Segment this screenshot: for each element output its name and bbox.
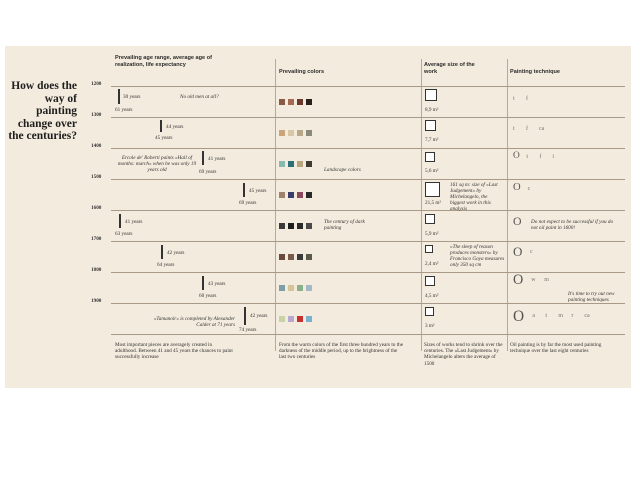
color-swatch — [297, 161, 303, 167]
color-swatch — [288, 130, 294, 136]
color-swatch — [288, 285, 294, 291]
infographic-sheet — [5, 46, 631, 388]
size-square — [425, 307, 434, 316]
divider-2 — [421, 59, 422, 351]
color-swatch — [279, 130, 285, 136]
technique-glyph: O — [513, 182, 521, 194]
color-swatch — [279, 161, 285, 167]
size-square — [425, 182, 440, 197]
color-swatch — [288, 223, 294, 229]
size-value: 4,5 m² — [425, 293, 439, 299]
year-label: 1700 — [91, 236, 102, 242]
divider-1 — [275, 59, 276, 351]
note-new-techniques: It's time to try out new painting techniques — [568, 291, 615, 303]
row-separator — [111, 117, 625, 118]
life-expectancy: 63 years — [115, 231, 133, 237]
year-label: 1800 — [91, 267, 102, 273]
technique-glyph: ca — [539, 126, 545, 132]
color-swatch — [279, 254, 285, 260]
size-value: 5,6 m² — [425, 168, 439, 174]
color-swatch — [306, 130, 312, 136]
color-swatch — [279, 285, 285, 291]
technique-glyph: t — [526, 154, 529, 160]
size-square — [425, 120, 436, 131]
row-separator — [111, 272, 625, 273]
life-expectancy: 69 years — [199, 169, 217, 175]
technique-glyph: c — [527, 186, 531, 192]
color-swatch — [288, 161, 294, 167]
technique-glyph: O — [513, 244, 523, 260]
technique-glyph: f — [539, 154, 542, 160]
color-swatch — [297, 223, 303, 229]
divider-3 — [507, 59, 508, 351]
note-landscape: Landscape colors — [324, 167, 361, 173]
color-swatch — [306, 285, 312, 291]
header-colors: Prevailing colors — [279, 69, 325, 75]
color-swatch — [288, 192, 294, 198]
color-swatch — [297, 316, 303, 322]
age-average: 42 years — [250, 313, 268, 319]
age-range-bar — [161, 245, 163, 259]
age-average: 30 years — [123, 94, 141, 100]
life-expectancy: 60 years — [199, 293, 217, 299]
year-label: 1400 — [91, 143, 102, 149]
size-square — [425, 214, 435, 224]
header-technique: Painting technique — [510, 69, 561, 75]
color-swatch — [297, 192, 303, 198]
color-swatch — [288, 316, 294, 322]
year-label: 1900 — [91, 298, 102, 304]
footer-size: Sizes of works tend to shrink over the centuries. The «Last Judgement» by Michelangelo alters the average of 1500 — [424, 342, 503, 367]
size-value: 8,9 m² — [425, 107, 439, 113]
technique-glyph: m — [544, 277, 549, 283]
technique-glyph: i — [552, 154, 555, 160]
technique-glyph: t — [513, 96, 515, 102]
life-expectancy: 45 years — [155, 135, 173, 141]
color-swatch — [288, 254, 294, 260]
age-range-bar — [160, 120, 162, 132]
color-swatch — [279, 316, 285, 322]
color-swatch — [306, 254, 312, 260]
size-value: 5,9 m² — [425, 231, 439, 237]
age-range-bar — [244, 307, 246, 325]
color-swatch — [297, 285, 303, 291]
color-swatch — [306, 161, 312, 167]
color-swatch — [297, 99, 303, 105]
size-square — [425, 89, 437, 101]
age-average: 41 years — [125, 219, 143, 225]
technique-glyph: O — [513, 213, 522, 228]
life-expectancy: 74 years — [239, 327, 257, 333]
age-average: 44 years — [166, 124, 184, 130]
note-calder: «Tamanoir» is completed by Alexander Calder at 71 years — [153, 316, 235, 328]
row-separator — [111, 334, 625, 335]
technique-glyph: w — [531, 277, 536, 283]
note-roberti: Ercole de' Roberti paints «Hall of months: march» when he was only 19 years old — [117, 155, 197, 173]
technique-glyph: O — [513, 272, 524, 289]
size-square — [425, 276, 435, 286]
color-swatch — [279, 192, 285, 198]
age-average: 42 years — [167, 250, 185, 256]
year-label: 1300 — [91, 112, 102, 118]
age-average: 43 years — [208, 281, 226, 287]
note-goya: «The sleep of reason produces monsters» by Francisco Goya measures only 350 sq cm — [450, 244, 505, 268]
row-separator — [111, 303, 625, 304]
year-label: 1500 — [91, 174, 102, 180]
age-range-bar — [119, 214, 121, 228]
technique-glyph: f — [526, 126, 528, 132]
technique-glyph: a — [532, 313, 536, 319]
color-swatch — [306, 99, 312, 105]
color-swatch — [297, 130, 303, 136]
technique-glyph: c — [530, 249, 533, 255]
row-separator — [111, 148, 625, 149]
note-dark: The century of dark painting — [324, 219, 365, 231]
life-expectancy: 61 years — [115, 107, 133, 113]
footer-colors: From the warm colors of the first three hundred years to the darkness of the middle period, up to the brightness of the last two centuries — [279, 342, 404, 361]
color-swatch — [306, 223, 312, 229]
age-range-bar — [202, 151, 204, 165]
color-swatch — [288, 99, 294, 105]
technique-glyph: t — [513, 126, 515, 132]
note-no-old-men: No old men at all? — [180, 94, 219, 100]
note-last-judgement: 161 sq m: size of «Last Judgement» by Michelangelo, the biggest work in this analysis — [450, 182, 498, 212]
technique-glyph: O — [513, 307, 525, 325]
technique-glyph: r — [571, 313, 574, 319]
age-range-bar — [243, 183, 245, 197]
year-label: 1600 — [91, 205, 102, 211]
row-separator — [111, 241, 625, 242]
color-swatch — [297, 254, 303, 260]
row-separator — [111, 210, 625, 211]
footer-age: Most important pieces are averagely created in adulthood. Between 41 and 45 years the chances to paint successfully increase — [115, 342, 233, 361]
age-average: 45 years — [249, 188, 267, 194]
footer-technique: Oil painting is by far the most used painting technique over the last eight centuries — [510, 342, 602, 355]
year-label: 1200 — [91, 81, 102, 87]
technique-glyph: m — [558, 313, 564, 319]
life-expectancy: 69 years — [239, 200, 257, 206]
technique-glyph: ca — [584, 313, 590, 319]
technique-glyph: f — [526, 96, 528, 102]
age-range-bar — [118, 89, 120, 104]
size-value: 3 m² — [425, 323, 435, 329]
color-swatch — [279, 99, 285, 105]
age-range-bar — [202, 276, 204, 290]
size-value: 21,5 m² — [425, 200, 441, 206]
color-swatch — [306, 316, 312, 322]
color-swatch — [306, 192, 312, 198]
row-separator — [111, 86, 625, 87]
row-separator — [111, 179, 625, 180]
technique-glyph: O — [513, 150, 520, 161]
size-value: 7,7 m² — [425, 137, 439, 143]
header-size: Average size of the work — [424, 62, 475, 75]
age-average: 41 years — [208, 156, 226, 162]
size-value: 2,4 m² — [425, 261, 439, 267]
note-not-successful: Do not expect to be successful if you do not oil paint in 1600! — [531, 219, 614, 231]
header-age: Prevailing age range, average age of realization, life expectancy — [115, 55, 213, 68]
color-swatch — [279, 223, 285, 229]
life-expectancy: 64 years — [157, 262, 175, 268]
size-square — [425, 152, 435, 162]
main-title: How does the way of painting change over the centuries? — [8, 80, 77, 142]
size-square — [425, 245, 433, 253]
technique-glyph: t — [545, 313, 548, 319]
